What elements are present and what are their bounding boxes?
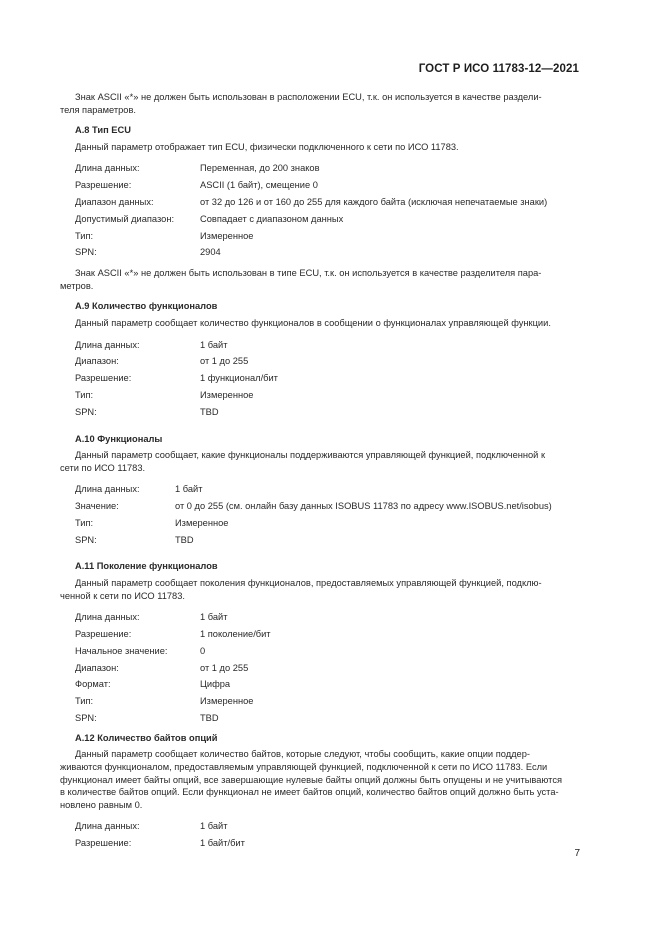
section-a9-heading: А.9 Количество функционалов — [75, 301, 218, 312]
intro-line-1: Знак ASCII «*» не должен быть использован в расположении ECU, т.к. он используется в качестве раздели- — [75, 92, 542, 102]
param-value: 1 байт/бит — [200, 838, 245, 849]
section-a10-description-line-1: Данный параметр сообщает, какие функционалы поддерживаются управляющей функцией, подключенной к — [75, 450, 546, 461]
param-row — [75, 372, 583, 389]
param-row — [75, 339, 583, 356]
param-label: SPN: — [75, 247, 97, 258]
param-label: Разрешение: — [75, 373, 132, 384]
param-row — [75, 678, 583, 695]
param-value: 1 байт — [200, 821, 228, 832]
param-row — [75, 406, 583, 423]
param-row — [75, 162, 583, 179]
param-value: Измеренное — [175, 517, 229, 528]
param-label: Тип: — [75, 230, 94, 241]
param-label: Длина данных: — [75, 612, 140, 623]
param-row — [75, 355, 583, 372]
param-row — [75, 213, 583, 230]
param-label: Разрешение: — [75, 838, 132, 849]
param-value: от 0 до 255 (см. онлайн базу данных ISOBUS 11783 по адресу www.ISOBUS.net/isobus) — [175, 501, 552, 512]
param-row — [75, 389, 583, 406]
section-a12-description-line-1: Данный параметр сообщает количество байтов, которые следуют, чтобы сообщить, какие опции поддер- — [75, 749, 530, 760]
param-row — [75, 179, 583, 196]
section-a11-heading: А.11 Поколение функционалов — [75, 561, 218, 572]
param-label: Тип: — [75, 696, 94, 707]
section-a10-params — [75, 483, 583, 550]
param-label: SPN: — [75, 534, 97, 545]
section-a8-note-line-2: метров. — [60, 280, 94, 291]
section-a10-heading: А.10 Функционалы — [75, 433, 163, 444]
param-value: Цифра — [200, 679, 231, 690]
param-value: ASCII (1 байт), смещение 0 — [200, 180, 318, 191]
param-value: TBD — [175, 534, 194, 545]
param-label: SPN: — [75, 406, 97, 417]
param-row — [75, 196, 583, 213]
param-row — [75, 611, 583, 628]
param-row — [75, 645, 583, 662]
param-row — [75, 500, 583, 517]
param-label: Значение: — [75, 501, 119, 512]
param-label: Разрешение: — [75, 629, 132, 640]
param-label: Начальное значение: — [75, 645, 168, 656]
page-number: 7 — [574, 848, 580, 859]
section-a8-params — [75, 162, 583, 263]
section-a9-description: Данный параметр сообщает количество функционалов в сообщении о функционалах управляющей функции. — [75, 317, 551, 328]
page-header: ГОСТ Р ИСО 11783-12—2021 — [418, 63, 579, 75]
param-value: TBD — [200, 406, 219, 417]
param-value: от 32 до 126 и от 160 до 255 для каждого байта (исключая непечатаемые знаки) — [200, 196, 548, 207]
param-value: Переменная, до 200 знаков — [200, 163, 320, 174]
param-value: 1 поколение/бит — [200, 629, 271, 640]
param-label: Тип: — [75, 517, 94, 528]
param-label: Формат: — [75, 679, 111, 690]
param-label: Разрешение: — [75, 180, 132, 191]
section-a10-description-line-2: сети по ИСО 11783. — [60, 462, 146, 473]
param-label: Длина данных: — [75, 821, 140, 832]
section-a8-heading: А.8 Тип ECU — [75, 125, 131, 136]
param-row — [75, 837, 583, 854]
param-value: Совпадает с диапазоном данных — [200, 213, 344, 224]
param-row — [75, 534, 583, 551]
section-a8-note-line-1: Знак ASCII «*» не должен быть использован в типе ECU, т.к. он используется в качестве разделителя пара- — [75, 268, 542, 279]
section-a12-description-line-5: новлено равным 0. — [60, 799, 143, 810]
param-value: Измеренное — [200, 696, 254, 707]
param-value: Измеренное — [200, 230, 254, 241]
section-a11-description-line-2: ченной к сети по ИСО 11783. — [60, 590, 185, 601]
param-row — [75, 517, 583, 534]
param-label: Длина данных: — [75, 484, 140, 495]
param-row — [75, 628, 583, 645]
section-a12-description-line-4: в количестве байтов опций. Если функционал не имеет байтов опций, количество байтов опций должно быть уста- — [60, 787, 559, 798]
section-a12-description-line-3: функционал имеет байты опций, все завершающие нулевые байты опций должны быть опущены и не учитываются — [60, 774, 563, 785]
param-label: SPN: — [75, 713, 97, 724]
param-value: 1 байт — [200, 339, 228, 350]
section-a12-params — [75, 820, 583, 854]
param-label: Длина данных: — [75, 163, 140, 174]
section-a8-description: Данный параметр отображает тип ECU, физически подключенного к сети по ИСО 11783. — [75, 141, 459, 152]
param-row — [75, 246, 583, 263]
param-value: от 1 до 255 — [200, 356, 249, 367]
param-row — [75, 483, 583, 500]
param-value: TBD — [200, 713, 219, 724]
section-a12-description-line-2: живаются функционалом, предоставляемым управляющей функцией, подключенной к сети по ИСО 11783. Если — [60, 762, 548, 773]
param-value: 1 функционал/бит — [200, 373, 278, 384]
section-a11-params — [75, 611, 583, 729]
param-label: Допустимый диапазон: — [75, 213, 175, 224]
param-label: Диапазон данных: — [75, 196, 154, 207]
param-value: Измеренное — [200, 389, 254, 400]
param-row — [75, 230, 583, 247]
param-label: Длина данных: — [75, 339, 140, 350]
param-row — [75, 695, 583, 712]
section-a11-description-line-1: Данный параметр сообщает поколения функционалов, предоставляемых управляющей функцией, подклю- — [75, 578, 542, 589]
param-value: 1 байт — [175, 484, 203, 495]
page-content — [60, 91, 583, 854]
param-label: Диапазон: — [75, 662, 119, 673]
param-row — [75, 820, 583, 837]
param-value: 0 — [200, 645, 206, 656]
param-row — [75, 662, 583, 679]
param-value: от 1 до 255 — [200, 662, 249, 673]
param-value: 2904 — [200, 247, 221, 258]
param-value: 1 байт — [200, 612, 228, 623]
intro-line-2: теля параметров. — [60, 104, 136, 115]
section-a9-params — [75, 339, 583, 423]
param-row — [75, 712, 583, 729]
param-label: Диапазон: — [75, 356, 119, 367]
section-a12-heading: А.12 Количество байтов опций — [75, 732, 218, 743]
param-label: Тип: — [75, 389, 94, 400]
